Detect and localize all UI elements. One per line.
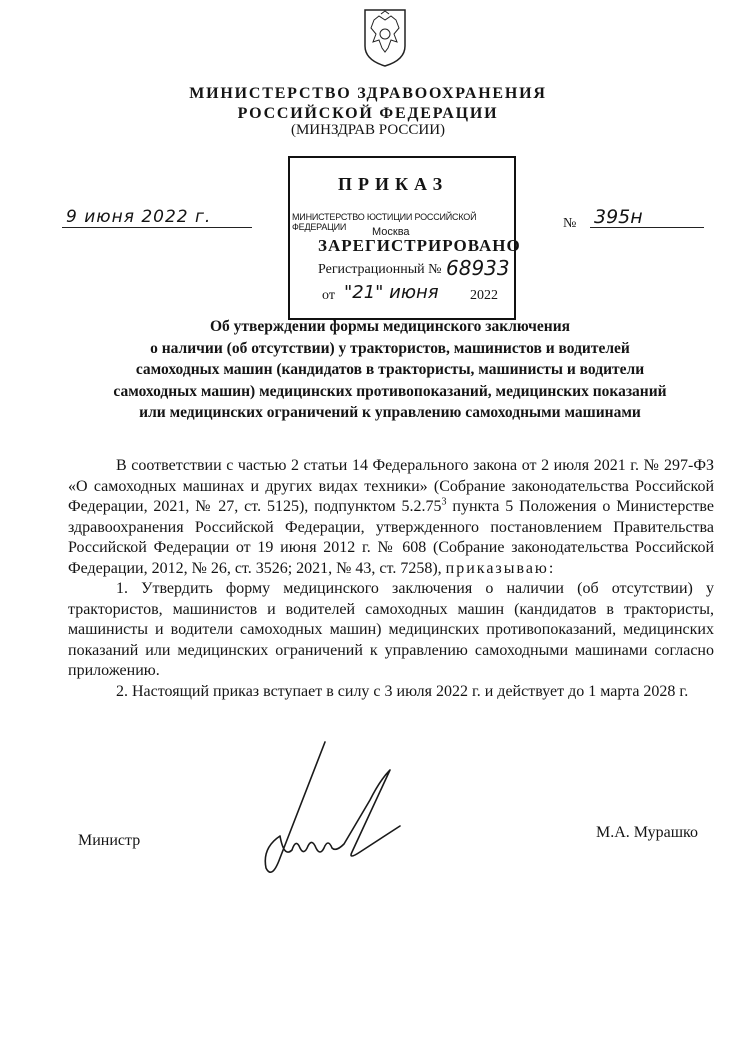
stamp-date: "21" июня <box>344 282 439 303</box>
ministry-name-line1: МИНИСТЕРСТВО ЗДРАВООХРАНЕНИЯ <box>189 85 547 102</box>
preamble-text-a: В соответствии с частью 2 статьи 14 Федерального закона от 2 июля 2021 г. № 297-ФЗ «О самоходных машинах и других видах техники» (Собрание законодательства Российской Федерации, 2021, № 27, ст. 5125), подпунктом 5.2.75 <box>68 457 714 515</box>
document-body <box>68 456 714 702</box>
document-title <box>60 316 720 424</box>
stamp-order-word: ПРИКАЗ <box>338 174 449 194</box>
item-1: 1. Утвердить форму медицинского заключения о наличии (об отсутствии) у трактористов, машинистов и водителей самоходных машин (кандидатов в трактористы, машинисты и водители самоходных машин) медицинских противопоказаний, медицинских показаний или медицинских ограничений к управлению самоходными машинами согласно приложению. <box>68 580 714 679</box>
title-line: самоходных машин) медицинских противопоказаний, медицинских показаний <box>113 382 667 400</box>
ministry-short-name: (МИНЗДРАВ РОССИИ) <box>290 122 446 138</box>
preamble-paragraph <box>68 456 714 579</box>
preamble-text-b: пункта 5 Положения о Министерстве здравоохранения Российской Федерации, утвержденного постановлением Правительства Российской Федерации от 19 июня 2012 г. № 608 (Собрание законодательства Российской Федерации, 2012, № 26, ст. 3526; 2021, № 43, ст. 7258), <box>68 498 714 577</box>
title-line: самоходных машин (кандидатов в трактористы, машинисты и водители <box>135 361 645 378</box>
coat-of-arms-icon <box>362 6 408 68</box>
item-2: 2. Настоящий приказ вступает в силу с 3 июля 2022 г. и действует до 1 марта 2028 г. <box>116 682 689 700</box>
stamp-city: Москва <box>372 226 410 238</box>
stamp-year: 2022 <box>470 288 498 303</box>
title-line: о наличии (об отсутствии) у трактористов, машинистов и водителей <box>150 339 630 357</box>
signer-name: М.А. Мурашко <box>596 824 698 841</box>
order-date: 9 июня 2022 г. <box>62 207 252 228</box>
stamp-reg-number-label: Регистрационный № <box>318 262 442 277</box>
handwritten-signature <box>240 740 430 890</box>
ministry-name-line2: РОССИЙСКОЙ ФЕДЕРАЦИИ <box>237 105 499 122</box>
preamble-superscript: 3 <box>441 496 447 508</box>
stamp-registered: ЗАРЕГИСТРИРОВАНО <box>318 236 521 255</box>
title-line: Об утверждении формы медицинского заключения <box>209 318 571 335</box>
order-number-sign: № <box>563 216 577 231</box>
order-number: 395н <box>590 207 704 228</box>
stamp-ministry-of-justice: МИНИСТЕРСТВО ЮСТИЦИИ РОССИЙСКОЙ ФЕДЕРАЦИИ <box>292 212 477 232</box>
stamp-reg-number: 68933 <box>446 256 510 280</box>
stamp-date-prefix: от <box>322 288 335 303</box>
title-line: или медицинских ограничений к управлению самоходными машинами <box>139 404 641 421</box>
order-command: приказываю: <box>445 559 556 577</box>
signer-position: Министр <box>78 832 141 849</box>
